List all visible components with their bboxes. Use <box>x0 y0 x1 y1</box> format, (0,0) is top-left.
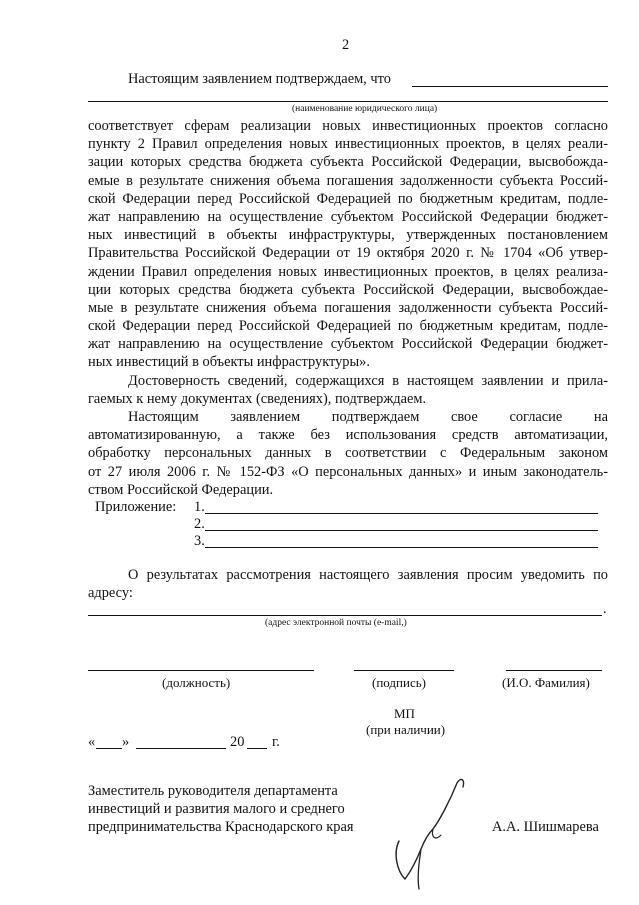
date-year-prefix: 20 <box>230 734 245 750</box>
consent-line: Настоящим заявлением подтверждаем свое согласие на <box>128 409 608 425</box>
main-paragraph <box>88 117 608 372</box>
name-caption: (И.О. Фамилия) <box>502 675 590 690</box>
signer-title-line-1: Заместитель руководителя департамента <box>88 783 338 799</box>
main-line: ции которых средства бюджета субъекта Российской Федерации, высвобождае- <box>88 281 608 298</box>
date-day-line <box>96 748 122 749</box>
attachment-line-2 <box>205 530 598 531</box>
position-blank-line <box>88 670 314 671</box>
main-line: зации которых средства бюджета субъекта Российской Федерации, высвобожда- <box>88 154 608 171</box>
notify-line-1: О результатах рассмотрения настоящего заявления просим уведомить по <box>128 567 608 583</box>
signature-blank-line <box>354 670 454 671</box>
consent-line: ством Российской Федерации. <box>88 481 274 498</box>
reliability-line: гаемых к нему документах (сведениях), подтверждаем. <box>88 391 427 408</box>
notify-line-2: адресу: <box>88 585 133 601</box>
entity-caption: (наименование юридического лица) <box>292 104 438 114</box>
consent-paragraph <box>88 408 608 499</box>
attachment-line-3 <box>205 547 598 548</box>
signer-title-line-3: предпринимательства Краснодарского края <box>88 819 354 835</box>
email-end-dot: . <box>603 601 607 617</box>
reliability-line: Достоверность сведений, содержащихся в настоящем заявлении и прила- <box>128 373 608 389</box>
attachment-item-1: 1. <box>194 499 205 515</box>
main-line: ных инвестиций в объекты инфраструктуры». <box>88 354 370 371</box>
signature-caption: (подпись) <box>372 675 426 690</box>
entity-blank-line <box>412 86 608 87</box>
main-line: пункту 2 Правил определения новых инвестиционных проектов, в целях реали- <box>88 136 608 153</box>
intro-text: Настоящим заявлением подтверждаем, что <box>128 71 391 87</box>
date-month-line <box>136 748 226 749</box>
consent-line: от 27 июля 2006 г. № 152-ФЗ «О персональных данных» и иным законодатель- <box>88 463 608 480</box>
email-blank-line <box>88 615 602 616</box>
signer-name: А.А. Шишмарева <box>492 819 599 835</box>
main-line: ской Федерации перед Российской Федерацией по бюджетным кредитам, подле- <box>88 190 608 207</box>
date-open-quote: « <box>88 734 96 750</box>
signer-title-line-2: инвестиций и развития малого и среднего <box>88 801 345 817</box>
page-number: 2 <box>342 37 350 53</box>
date-year-suffix: г. <box>272 734 280 750</box>
main-line: ных инвестиций в объекты инфраструктуры, утвержденных постановлением <box>88 227 608 244</box>
main-line: ждении Правил определения новых инвестиционных проектов, в целях реализа- <box>88 263 608 280</box>
attachment-item-2: 2. <box>194 516 205 532</box>
stamp-note: (при наличии) <box>366 722 446 737</box>
main-line: соответствует сферам реализации новых инвестиционных проектов согласно <box>88 118 608 134</box>
main-line: жат направлению на осуществление субъектом Российской Федерации бюджет- <box>88 208 608 225</box>
reliability-paragraph <box>88 372 608 408</box>
email-caption: (адрес электронной почты (e-mail,) <box>265 618 407 628</box>
handwritten-signature <box>385 775 475 895</box>
entity-blank-line-2 <box>88 101 608 102</box>
attachment-label: Приложение: <box>95 499 177 515</box>
name-blank-line <box>506 670 602 671</box>
date-close-quote: » <box>122 734 130 750</box>
attachment-line-1 <box>205 513 598 514</box>
main-line: Правительства Российской Федерации от 19 октября 2020 г. № 1704 «Об утвер- <box>88 245 608 262</box>
stamp-label: МП <box>394 706 415 721</box>
attachment-item-3: 3. <box>194 533 205 549</box>
date-year-line <box>247 748 267 749</box>
position-caption: (должность) <box>162 675 231 690</box>
main-line: мые в результате снижения объема погашения задолженности субъекта Россий- <box>88 299 608 316</box>
main-line: жат направлению на осуществление субъектом Российской Федерации бюджет- <box>88 336 608 353</box>
consent-line: обработку персональных данных в соответствии с Федеральным законом <box>88 445 608 462</box>
main-line: емые в результате снижения объема погашения задолженности субъекта Россий- <box>88 172 608 189</box>
main-line: ской Федерации перед Российской Федерацией по бюджетным кредитам, подле- <box>88 318 608 335</box>
consent-line: автоматизированную, а также без использования средств автоматизации, <box>88 427 608 444</box>
